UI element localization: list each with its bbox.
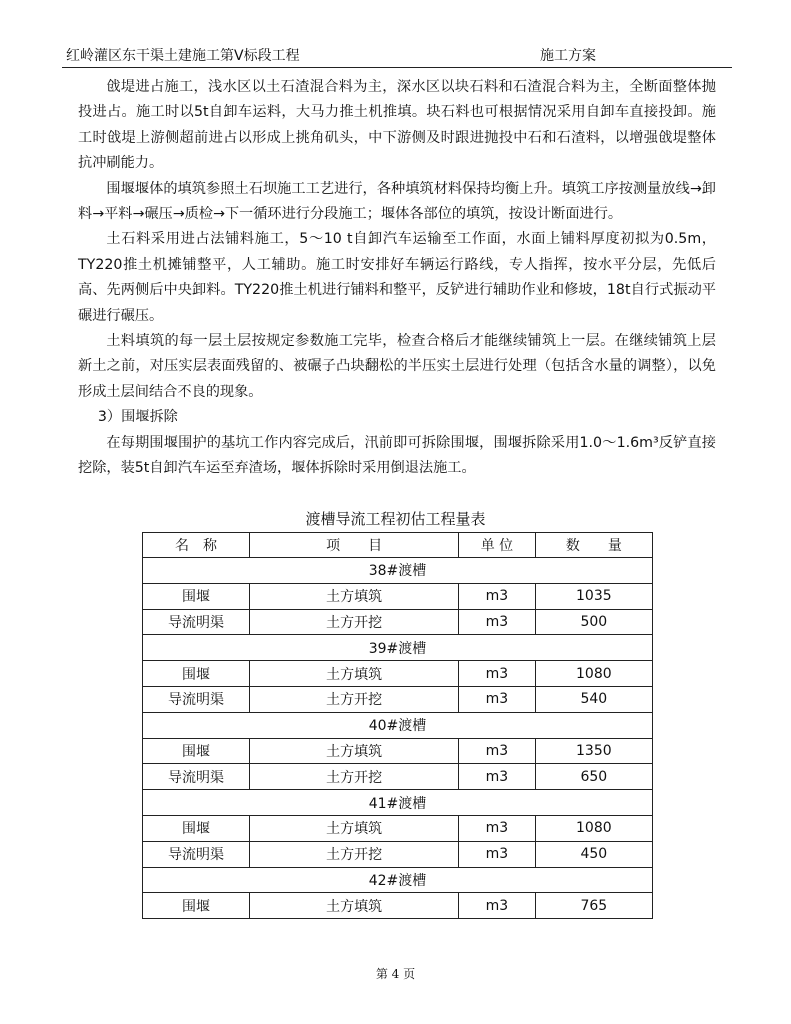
- table-row: [143, 609, 653, 635]
- cell-quantity: 450: [535, 841, 652, 867]
- cell-item: 土方填筑: [250, 893, 459, 919]
- quantity-table: [142, 532, 653, 919]
- cell-unit: m3: [459, 661, 536, 687]
- cell-name: 导流明渠: [143, 609, 250, 635]
- cell-unit: m3: [459, 738, 536, 764]
- cell-unit: m3: [459, 815, 536, 841]
- column-header-name: 名 称: [143, 533, 250, 558]
- cell-item: 土方填筑: [250, 661, 459, 687]
- table-section-row: [143, 867, 653, 893]
- table-row: [143, 841, 653, 867]
- cell-name: 导流明渠: [143, 841, 250, 867]
- page-header: [62, 43, 732, 68]
- section-subheading: 3）围堰拆除: [97, 409, 178, 426]
- cell-name: 导流明渠: [143, 764, 250, 790]
- table-title: 渡槽导流工程初估工程量表: [305, 510, 486, 528]
- cell-quantity: 765: [535, 893, 652, 919]
- cell-item: 土方开挖: [250, 764, 459, 790]
- cell-unit: m3: [459, 764, 536, 790]
- table-row: [143, 764, 653, 790]
- table-row: [143, 661, 653, 687]
- cell-quantity: 1080: [535, 661, 652, 687]
- column-header-quantity: 数 量: [535, 533, 652, 558]
- cell-name: 围堰: [143, 583, 250, 609]
- cell-item: 土方开挖: [250, 841, 459, 867]
- cell-quantity: 650: [535, 764, 652, 790]
- cell-name: 围堰: [143, 738, 250, 764]
- cell-quantity: 1035: [535, 583, 652, 609]
- header-project-title: 红岭灌区东干渠土建施工第Ⅴ标段工程: [66, 48, 300, 64]
- cell-name: 围堰: [143, 815, 250, 841]
- cell-item: 土方填筑: [250, 583, 459, 609]
- column-header-unit: 单 位: [459, 533, 536, 558]
- paragraph: 土料填筑的每一层土层按规定参数施工完毕，检查合格后才能继续铺筑上一层。在继续铺筑上层新土之前，对压实层表面残留的、被碾子凸块翻松的半压实土层进行处理（包括含水量的调整），以免形成土层间结合不良的现象。: [78, 333, 716, 400]
- paragraph: 围堰堰体的填筑参照土石坝施工工艺进行，各种填筑材料保持均衡上升。填筑工序按测量放线→卸料→平料→碾压→质检→下一循环进行分段施工；堰体各部位的填筑，按设计断面进行。: [78, 180, 716, 223]
- column-header-item: 项 目: [250, 533, 459, 558]
- table-row: [143, 893, 653, 919]
- section-title-cell: 39#渡槽: [143, 635, 653, 661]
- table-row: [143, 815, 653, 841]
- cell-quantity: 540: [535, 686, 652, 712]
- cell-quantity: 1080: [535, 815, 652, 841]
- cell-name: 围堰: [143, 661, 250, 687]
- section-title-cell: 38#渡槽: [143, 558, 653, 584]
- cell-name: 围堰: [143, 893, 250, 919]
- cell-unit: m3: [459, 686, 536, 712]
- section-title-cell: 41#渡槽: [143, 790, 653, 816]
- table-section-row: [143, 712, 653, 738]
- cell-unit: m3: [459, 609, 536, 635]
- table-row: [143, 738, 653, 764]
- cell-name: 导流明渠: [143, 686, 250, 712]
- table-row: [143, 583, 653, 609]
- body-text: [78, 75, 716, 482]
- cell-unit: m3: [459, 583, 536, 609]
- paragraph: 土石料采用进占法铺料施工，5～10 t自卸汽车运输至工作面，水面上铺料厚度初拟为0.5m，TY220推土机摊铺整平，人工辅助。施工时安排好车辆运行路线，专人指挥，按水平分层，先低后高、先两侧后中央卸料。TY220推土机进行铺料和整平，反铲进行辅助作业和修坡，18t自行式振动平碾进行碾压。: [78, 231, 716, 324]
- cell-unit: m3: [459, 841, 536, 867]
- cell-quantity: 500: [535, 609, 652, 635]
- page-number: 第 4 页: [375, 967, 416, 981]
- table-body: [143, 558, 653, 919]
- section-title-cell: 42#渡槽: [143, 867, 653, 893]
- cell-unit: m3: [459, 893, 536, 919]
- cell-item: 土方开挖: [250, 609, 459, 635]
- table-row: [143, 686, 653, 712]
- cell-item: 土方填筑: [250, 738, 459, 764]
- table-section-row: [143, 635, 653, 661]
- cell-item: 土方填筑: [250, 815, 459, 841]
- table-section-row: [143, 790, 653, 816]
- header-section-title: 施工方案: [540, 48, 596, 64]
- table-section-row: [143, 558, 653, 584]
- paragraph: 在每期围堰围护的基坑工作内容完成后，汛前即可拆除围堰，围堰拆除采用1.0～1.6m³反铲直接挖除，装5t自卸汽车运至弃渣场，堰体拆除时采用倒退法施工。: [78, 434, 716, 477]
- cell-quantity: 1350: [535, 738, 652, 764]
- table-header-row: [143, 533, 653, 558]
- paragraph: 戗堤进占施工，浅水区以土石渣混合料为主，深水区以块石料和石渣混合料为主，全断面整体抛投进占。施工时以5t自卸车运料，大马力推土机推填。块石料也可根据情况采用自卸车直接投卸。施工时戗堤上游侧超前进占以形成上挑角矶头，中下游侧及时跟进抛投中石和石渣料，以增强戗堤整体抗冲刷能力。: [78, 79, 716, 172]
- cell-item: 土方开挖: [250, 686, 459, 712]
- section-title-cell: 40#渡槽: [143, 712, 653, 738]
